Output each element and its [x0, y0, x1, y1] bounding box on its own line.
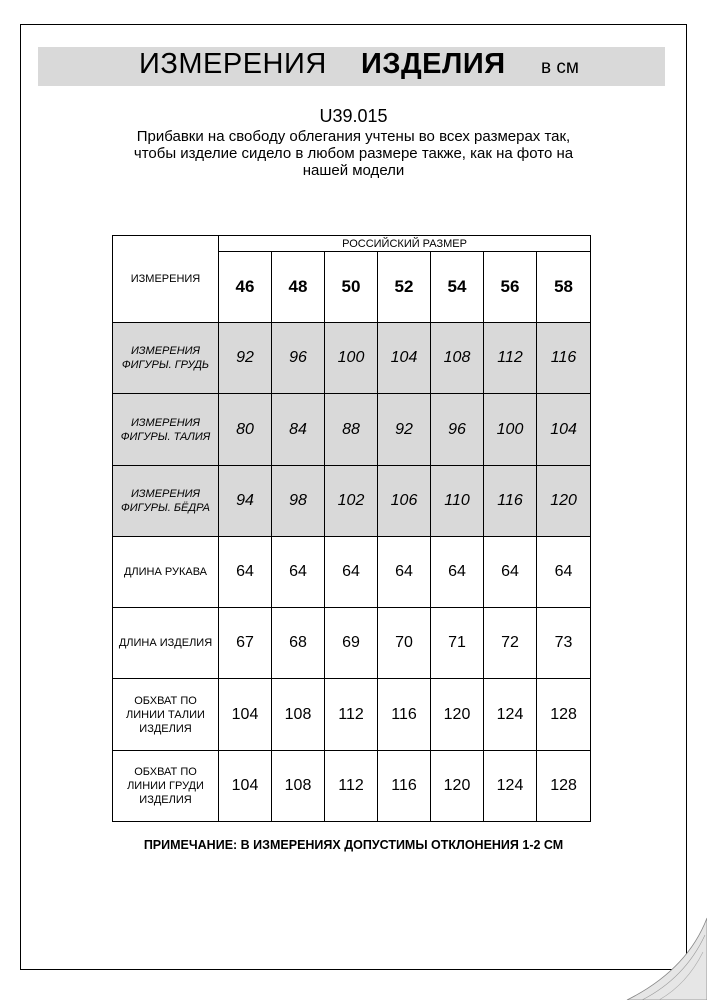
description [0, 128, 707, 179]
table-row [113, 608, 591, 679]
value-cell: 73 [537, 608, 591, 679]
value-cell: 110 [431, 466, 484, 537]
row-label [113, 466, 219, 537]
value-cell: 106 [378, 466, 431, 537]
value-cell: 68 [272, 608, 325, 679]
table-row [113, 394, 591, 466]
table-row [113, 679, 591, 751]
value-cell: 69 [325, 608, 378, 679]
value-cell: 64 [378, 537, 431, 608]
title-part1: ИЗМЕРЕНИЯ [139, 48, 327, 80]
size-table [112, 235, 591, 822]
value-cell: 104 [378, 323, 431, 394]
size-header-cell: 48 [272, 252, 325, 323]
value-cell: 70 [378, 608, 431, 679]
table-row [113, 537, 591, 608]
value-cell: 98 [272, 466, 325, 537]
page-curl-decoration [587, 880, 707, 1000]
value-cell: 64 [431, 537, 484, 608]
row-label-line: ФИГУРЫ. БЁДРА [121, 502, 210, 514]
value-cell: 96 [431, 394, 484, 466]
description-line: чтобы изделие сидело в любом размере также, как на фото на [133, 145, 574, 162]
value-cell: 92 [219, 323, 272, 394]
value-cell: 100 [484, 394, 537, 466]
value-cell: 64 [537, 537, 591, 608]
value-cell: 88 [325, 394, 378, 466]
size-header-cell: 56 [484, 252, 537, 323]
corner-label: ИЗМЕРЕНИЯ [113, 236, 219, 323]
value-cell: 96 [272, 323, 325, 394]
table-row [113, 323, 591, 394]
unit-label: в см [541, 57, 579, 78]
value-cell: 120 [431, 751, 484, 822]
value-cell: 71 [431, 608, 484, 679]
row-label-line: ИЗМЕРЕНИЯ [130, 488, 201, 500]
description-line: Прибавки на свободу облегания учтены во всех размерах так, [136, 128, 571, 145]
row-label-line: ИЗМЕРЕНИЯ [130, 416, 201, 429]
row-label-line: ОБХВАТ ПО [134, 694, 197, 707]
row-label-line: ДЛИНА ИЗДЕЛИЯ [118, 637, 213, 649]
value-cell: 116 [378, 679, 431, 751]
value-cell: 112 [325, 679, 378, 751]
value-cell: 128 [537, 751, 591, 822]
size-header-cell: 52 [378, 252, 431, 323]
value-cell: 67 [219, 608, 272, 679]
size-header-cell: 58 [537, 252, 591, 323]
value-cell: 112 [484, 323, 537, 394]
row-label [113, 394, 219, 466]
row-label [113, 323, 219, 394]
table-row [113, 751, 591, 822]
note: ПРИМЕЧАНИЕ: В ИЗМЕРЕНИЯХ ДОПУСТИМЫ ОТКЛОНЕНИЯ 1-2 СМ [143, 838, 564, 852]
value-cell: 120 [431, 679, 484, 751]
value-cell: 108 [272, 751, 325, 822]
row-label-line: ИЗДЕЛИЯ [139, 722, 192, 735]
value-cell: 108 [431, 323, 484, 394]
value-cell: 94 [219, 466, 272, 537]
group-label: РОССИЙСКИЙ РАЗМЕР [219, 236, 591, 252]
value-cell: 64 [484, 537, 537, 608]
row-label [113, 537, 219, 608]
row-label [113, 679, 219, 751]
product-code: U39.015 [319, 106, 388, 126]
value-cell: 92 [378, 394, 431, 466]
value-cell: 104 [219, 751, 272, 822]
row-label [113, 608, 219, 679]
row-label-line: ОБХВАТ ПО [134, 766, 197, 778]
value-cell: 64 [219, 537, 272, 608]
value-cell: 120 [537, 466, 591, 537]
value-cell: 104 [219, 679, 272, 751]
value-cell: 72 [484, 608, 537, 679]
row-label-line: ФИГУРЫ. ТАЛИЯ [120, 430, 211, 443]
value-cell: 116 [484, 466, 537, 537]
value-cell: 80 [219, 394, 272, 466]
table-row [113, 466, 591, 537]
row-label-line: ДЛИНА РУКАВА [123, 566, 208, 578]
row-label-line: ФИГУРЫ. ГРУДЬ [121, 359, 210, 371]
row-label-line: ИЗМЕРЕНИЯ [130, 345, 201, 357]
row-label-line: ЛИНИИ ТАЛИИ [126, 708, 205, 721]
value-cell: 128 [537, 679, 591, 751]
table-body [113, 323, 591, 822]
value-cell: 116 [537, 323, 591, 394]
row-label-line: ИЗДЕЛИЯ [139, 794, 192, 806]
size-header-cell: 46 [219, 252, 272, 323]
value-cell: 104 [537, 394, 591, 466]
size-header-cell: 54 [431, 252, 484, 323]
value-cell: 102 [325, 466, 378, 537]
size-header-cell: 50 [325, 252, 378, 323]
value-cell: 100 [325, 323, 378, 394]
title-part2: ИЗДЕЛИЯ [361, 48, 506, 80]
value-cell: 84 [272, 394, 325, 466]
value-cell: 124 [484, 679, 537, 751]
value-cell: 116 [378, 751, 431, 822]
value-cell: 64 [325, 537, 378, 608]
row-label-line: ЛИНИИ ГРУДИ [127, 780, 204, 792]
value-cell: 64 [272, 537, 325, 608]
value-cell: 124 [484, 751, 537, 822]
description-line: нашей модели [302, 162, 405, 179]
value-cell: 112 [325, 751, 378, 822]
value-cell: 108 [272, 679, 325, 751]
row-label [113, 751, 219, 822]
